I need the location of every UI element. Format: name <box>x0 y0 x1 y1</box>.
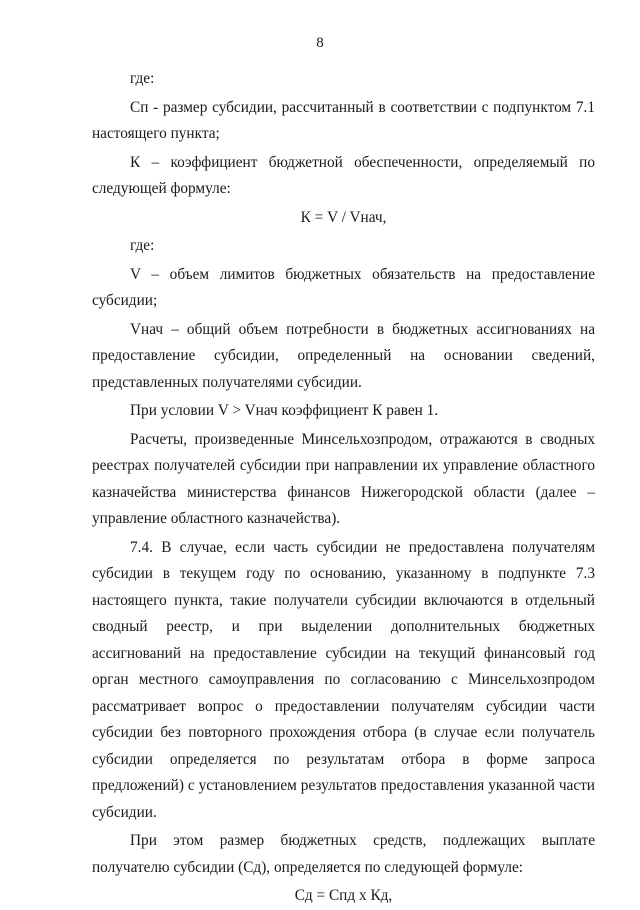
paragraph-sp-definition: Сп - размер субсидии, рассчитанный в соответствии с подпунктом 7.1 настоящего пункта; <box>92 98 595 142</box>
paragraph-7-4: 7.4. В случае, если часть субсидии не предоставлена получателям субсидии в текущем году по основанию, указанному в подпункте 7.3 настоящего пункта, такие получатели субсидии включаются в отдельный сводный реестр, и при выделении дополнительных бюджетных ассигнований на предоставление субсидии на текущий финансовый год орган местного самоуправления по согласованию с Минсельхозпродом рассматривает вопрос о предоставлении получателям субсидии части субсидии без повторного прохождения отбора (в случае если получатель субсидии определяется по результатам отбора в форме запроса предложений) с установлением результатов предоставления указанной части субсидии. <box>92 538 595 821</box>
paragraph-v-definition: V – объем лимитов бюджетных обязательств на предоставление субсидии; <box>92 265 595 309</box>
paragraph-calculations: Расчеты, произведенные Минсельхозпродом, отражаются в сводных реестрах получателей субсидии при направлении их управление областного казначейства министерства финансов Нижегородской области (далее – управление областного казначейства). <box>92 430 595 527</box>
paragraph-budget-size: При этом размер бюджетных средств, подлежащих выплате получателю субсидии (Сд), определяется по следующей формуле: <box>92 832 595 876</box>
page-number: 8 <box>316 35 324 51</box>
document-body <box>92 66 595 910</box>
paragraph-where-2: где: <box>130 237 155 254</box>
paragraph-k-definition: К – коэффициент бюджетной обеспеченности, определяемый по следующей формуле: <box>92 153 595 197</box>
formula-k: К = V / Vнач, <box>300 208 387 226</box>
paragraph-where-1: где: <box>130 70 155 87</box>
paragraph-condition: При условии V > Vнач коэффициент К равен 1. <box>130 402 439 419</box>
formula-sd: Сд = Спд х Кд, <box>294 887 393 904</box>
paragraph-vnach-definition: Vнач – общий объем потребности в бюджетных ассигнованиях на предоставление субсидии, определенный на основании сведений, представленных получателями субсидии. <box>92 320 595 391</box>
